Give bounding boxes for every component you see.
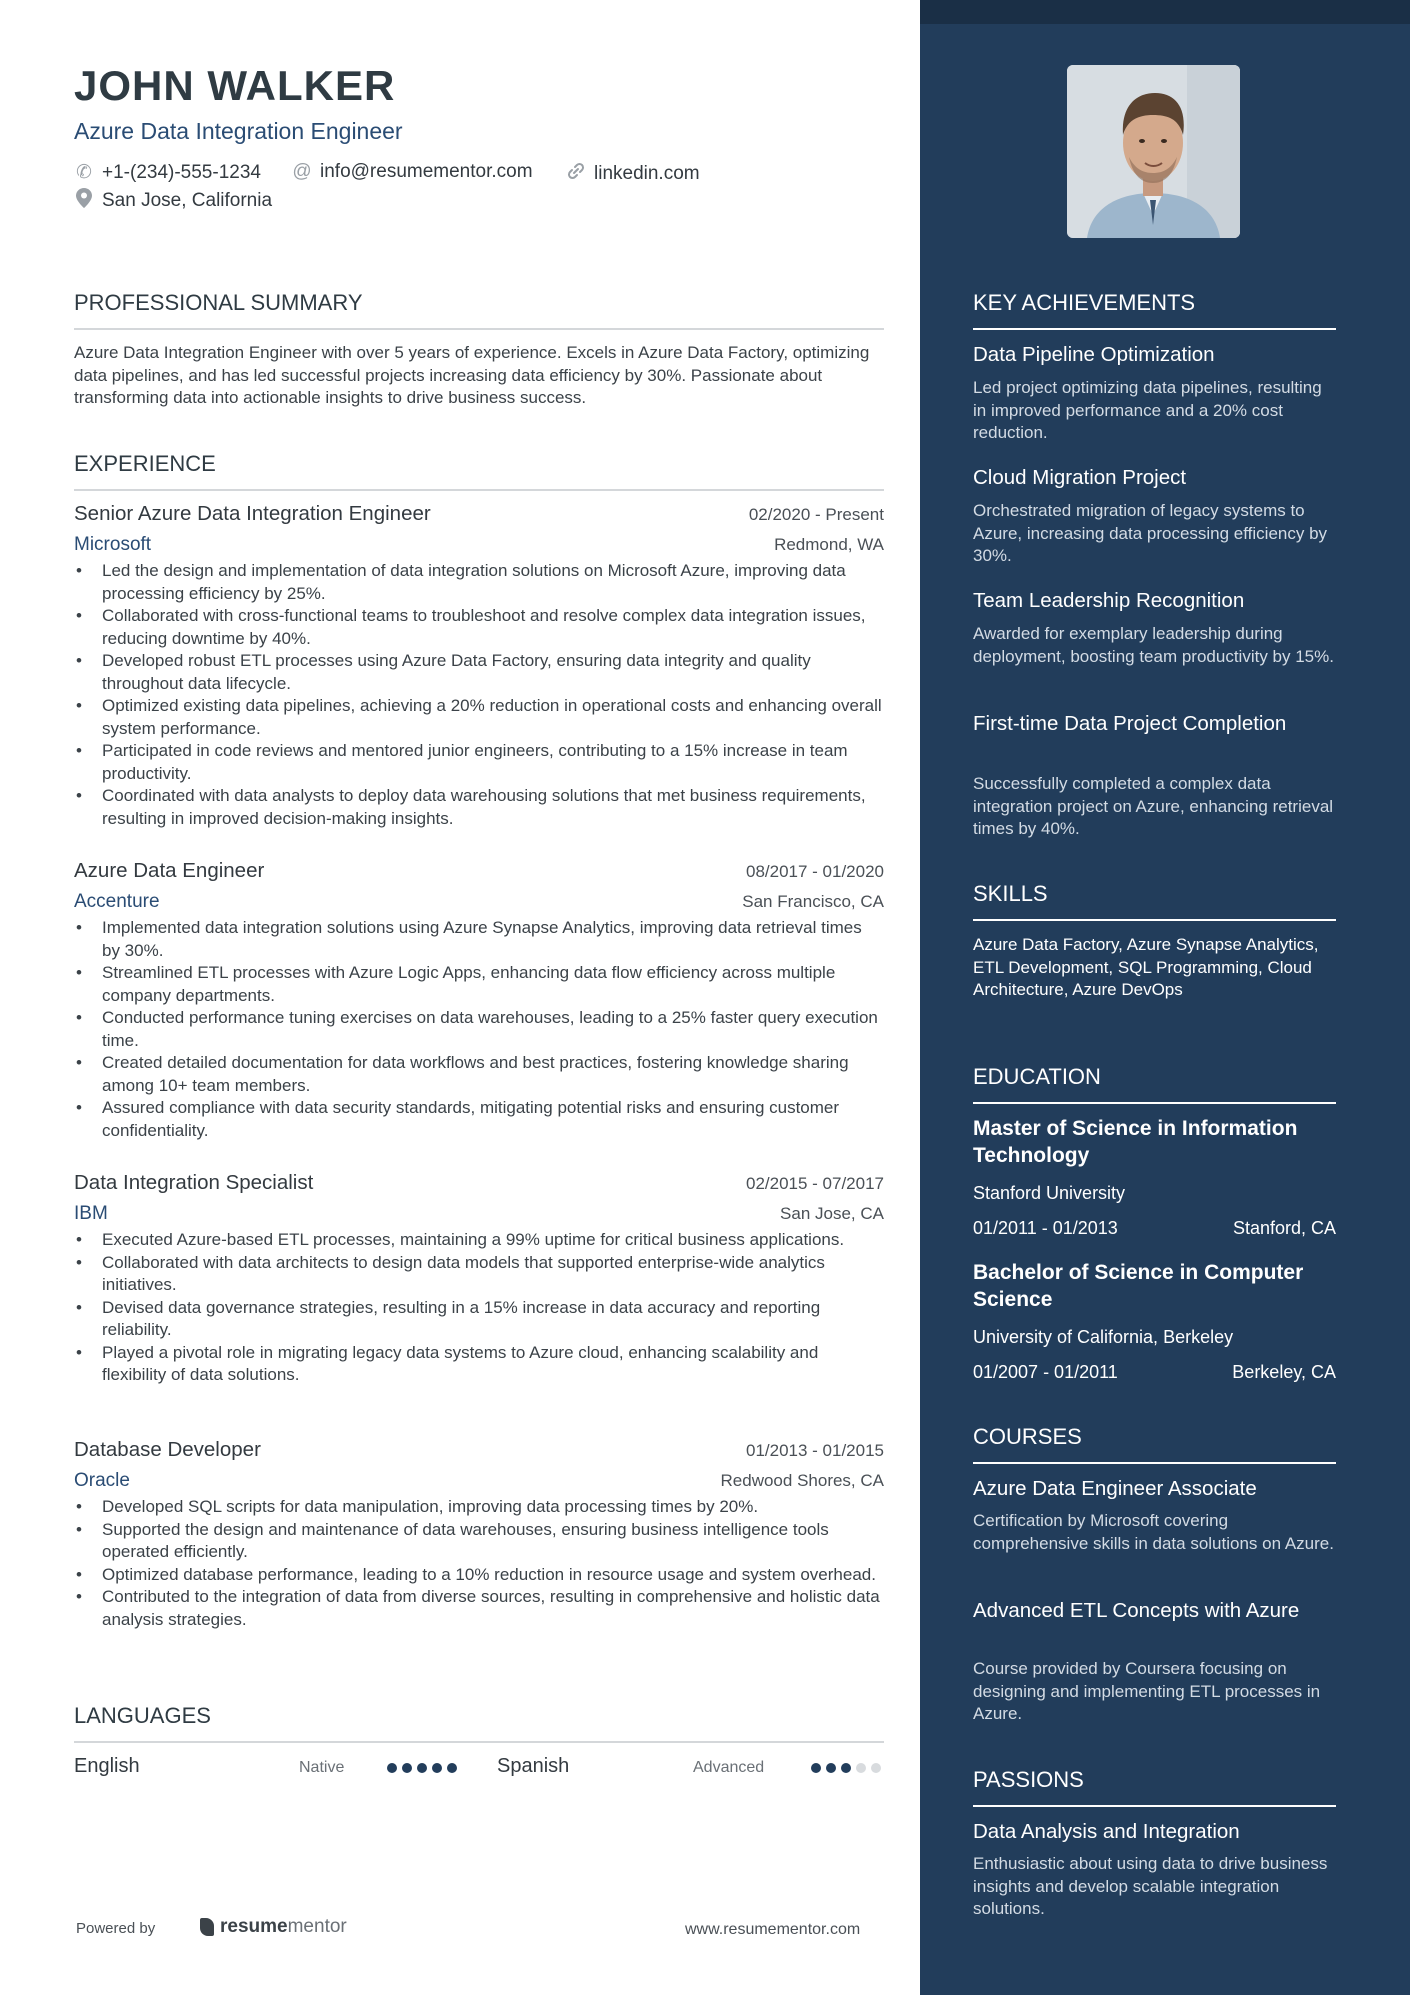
job-location: San Jose, CA xyxy=(780,1204,884,1223)
achievements-heading: KEY ACHIEVEMENTS xyxy=(973,290,1336,330)
job-entry xyxy=(74,1171,884,1387)
contact-email[interactable] xyxy=(292,161,533,183)
location-text: San Jose, California xyxy=(102,190,273,211)
phone-icon: ✆ xyxy=(76,162,92,183)
job-company: Microsoft xyxy=(74,534,152,555)
rating-dot xyxy=(447,1763,457,1773)
contact-location xyxy=(74,188,272,214)
job-company: Accenture xyxy=(74,891,160,912)
achievement-title: Data Pipeline Optimization xyxy=(973,343,1215,366)
language-rating xyxy=(811,1763,881,1773)
job-entry xyxy=(74,859,884,1142)
education-school: Stanford University xyxy=(973,1183,1126,1203)
job-bullet: • Streamlined ETL processes with Azure Logic Apps, enhancing data flow efficiency across multiple company departments. xyxy=(74,962,884,1007)
skills-heading: SKILLS xyxy=(973,881,1336,921)
job-bullet: • Participated in code reviews and mentored junior engineers, contributing to a 15% increase in team productivity. xyxy=(74,740,884,785)
job-bullet: • Developed robust ETL processes using Azure Data Factory, ensuring data integrity and quality throughout data lifecycle. xyxy=(74,650,884,695)
job-bullets xyxy=(74,917,884,1142)
rating-dot xyxy=(826,1763,836,1773)
rating-dot xyxy=(856,1763,866,1773)
job-entry xyxy=(74,502,884,830)
job-bullet: • Optimized database performance, leading to a 10% reduction in resource usage and system overhead. xyxy=(74,1564,884,1587)
profile-photo xyxy=(1067,65,1240,238)
job-bullets xyxy=(74,1229,884,1387)
email-text: info@resumementor.com xyxy=(320,161,533,182)
languages-heading: LANGUAGES xyxy=(74,1703,884,1743)
education-dates: 01/2007 - 01/2011 xyxy=(973,1362,1118,1382)
achievement-text: Awarded for exemplary leadership during deployment, boosting team productivity by 15%. xyxy=(973,624,1334,666)
rating-dot xyxy=(417,1763,427,1773)
education-degree: Master of Science in Information Technology xyxy=(973,1117,1298,1167)
language-rating xyxy=(387,1763,457,1773)
job-bullet: • Supported the design and maintenance of data warehouses, ensuring business intelligence tools operated efficiently. xyxy=(74,1519,884,1564)
rating-dot xyxy=(871,1763,881,1773)
link-icon xyxy=(566,161,586,187)
passion-title: Data Analysis and Integration xyxy=(973,1820,1240,1843)
resumementor-logo[interactable] xyxy=(200,1916,347,1938)
footer-url[interactable]: www.resumementor.com xyxy=(685,1921,861,1938)
job-bullet: • Coordinated with data analysts to deploy data warehousing solutions that met business requirements, resulting in improved decision-making insights. xyxy=(74,785,884,830)
achievement-title: Cloud Migration Project xyxy=(973,466,1187,489)
job-bullet: • Devised data governance strategies, resulting in a 15% increase in data accuracy and reporting reliability. xyxy=(74,1297,884,1342)
job-entry xyxy=(74,1438,884,1631)
job-bullet: • Implemented data integration solutions using Azure Synapse Analytics, improving data retrieval times by 30%. xyxy=(74,917,884,962)
rating-dot xyxy=(841,1763,851,1773)
job-title: Database Developer xyxy=(74,1438,261,1461)
phone-text: +1-(234)-555-1234 xyxy=(102,161,261,183)
language-level: Advanced xyxy=(693,1759,765,1776)
job-location: Redmond, WA xyxy=(774,535,884,554)
location-pin-icon xyxy=(74,188,94,214)
job-bullet: • Played a pivotal role in migrating legacy data systems to Azure cloud, enhancing scalability and flexibility of data solutions. xyxy=(74,1342,884,1387)
language-level: Native xyxy=(299,1759,345,1776)
achievement-title: First-time Data Project Completion xyxy=(973,712,1287,735)
linkedin-text: linkedin.com xyxy=(594,163,700,184)
candidate-name: JOHN WALKER xyxy=(74,62,396,109)
profile-photo-illustration xyxy=(1067,65,1240,238)
education-dates: 01/2011 - 01/2013 xyxy=(973,1218,1118,1238)
logo-text-light: mentor xyxy=(287,1916,347,1937)
sidebar-top-band xyxy=(920,0,1410,24)
job-title: Azure Data Engineer xyxy=(74,859,265,882)
contact-linkedin[interactable] xyxy=(566,161,700,187)
job-bullet: • Assured compliance with data security standards, mitigating potential risks and ensuring customer confidentiality. xyxy=(74,1097,884,1142)
language-name: English xyxy=(74,1755,140,1777)
job-bullets xyxy=(74,1496,884,1631)
skills-text: Azure Data Factory, Azure Synapse Analytics, ETL Development, SQL Programming, Cloud Architecture, Azure DevOps xyxy=(973,935,1319,999)
job-bullet: • Created detailed documentation for data workflows and best practices, fostering knowledge sharing among 10+ team members. xyxy=(74,1052,884,1097)
course-text: Course provided by Coursera focusing on designing and implementing ETL processes in Azure. xyxy=(973,1659,1321,1723)
job-company: Oracle xyxy=(74,1470,130,1491)
language-name: Spanish xyxy=(497,1755,570,1777)
job-bullet: • Executed Azure-based ETL processes, maintaining a 99% uptime for critical business applications. xyxy=(74,1229,884,1252)
contact-phone[interactable] xyxy=(74,161,261,184)
job-dates: 02/2020 - Present xyxy=(748,505,884,524)
summary-text: Azure Data Integration Engineer with over 5 years of experience. Excels in Azure Data Factory, optimizing data pipelines, and has led successful projects increasing data efficiency by 30%. Passionate about transforming data into actionable insights to drive business success. xyxy=(74,343,870,407)
achievement-title: Team Leadership Recognition xyxy=(973,589,1245,612)
summary-heading: PROFESSIONAL SUMMARY xyxy=(74,290,884,330)
rating-dot xyxy=(432,1763,442,1773)
education-degree: Bachelor of Science in Computer Science xyxy=(973,1261,1304,1311)
job-company: IBM xyxy=(74,1203,108,1224)
at-icon: @ xyxy=(292,161,312,182)
job-location: San Francisco, CA xyxy=(742,892,884,911)
rating-dot xyxy=(387,1763,397,1773)
course-title: Azure Data Engineer Associate xyxy=(973,1477,1257,1500)
rating-dot xyxy=(402,1763,412,1773)
job-bullet: • Optimized existing data pipelines, achieving a 20% reduction in operational costs and enhancing overall system performance. xyxy=(74,695,884,740)
course-title: Advanced ETL Concepts with Azure xyxy=(973,1599,1300,1622)
education-meta xyxy=(973,1218,1336,1239)
rating-dot xyxy=(811,1763,821,1773)
job-bullets xyxy=(74,560,884,830)
job-bullet: • Led the design and implementation of data integration solutions on Microsoft Azure, improving data processing efficiency by 25%. xyxy=(74,560,884,605)
job-location: Redwood Shores, CA xyxy=(720,1471,884,1490)
course-text: Certification by Microsoft covering comprehensive skills in data solutions on Azure. xyxy=(973,1511,1334,1553)
job-bullet: • Collaborated with cross-functional teams to troubleshoot and resolve complex data integration issues, reducing downtime by 40%. xyxy=(74,605,884,650)
powered-by-label: Powered by xyxy=(76,1920,156,1937)
job-bullet: • Developed SQL scripts for data manipulation, improving data processing times by 20%. xyxy=(74,1496,884,1519)
job-bullet: • Contributed to the integration of data from diverse sources, resulting in comprehensive and holistic data analysis strategies. xyxy=(74,1586,884,1631)
logo-text-bold: resume xyxy=(220,1916,288,1937)
job-dates: 01/2013 - 01/2015 xyxy=(745,1441,884,1460)
education-location: Berkeley, CA xyxy=(1232,1362,1336,1382)
education-school: University of California, Berkeley xyxy=(973,1327,1234,1347)
education-meta xyxy=(973,1362,1336,1383)
education-heading: EDUCATION xyxy=(973,1064,1336,1104)
job-dates: 02/2015 - 07/2017 xyxy=(745,1174,884,1193)
education-location: Stanford, CA xyxy=(1232,1218,1336,1238)
experience-heading: EXPERIENCE xyxy=(74,451,884,491)
passion-text: Enthusiastic about using data to drive business insights and develop scalable integration solutions. xyxy=(973,1854,1328,1918)
job-title: Data Integration Specialist xyxy=(74,1171,314,1194)
achievement-text: Successfully completed a complex data integration project on Azure, enhancing retrieval times by 40%. xyxy=(973,774,1334,838)
logo-mark-icon xyxy=(200,1918,214,1936)
job-bullet: • Conducted performance tuning exercises on data warehouses, leading to a 25% faster query execution time. xyxy=(74,1007,884,1052)
achievement-text: Led project optimizing data pipelines, resulting in improved performance and a 20% cost reduction. xyxy=(973,378,1322,442)
job-dates: 08/2017 - 01/2020 xyxy=(745,862,884,881)
job-title: Senior Azure Data Integration Engineer xyxy=(74,502,431,525)
passions-heading: PASSIONS xyxy=(973,1767,1336,1807)
achievement-text: Orchestrated migration of legacy systems to Azure, increasing data processing efficiency by 30%. xyxy=(973,501,1328,565)
candidate-title: Azure Data Integration Engineer xyxy=(74,118,403,144)
job-bullet: • Collaborated with data architects to design data models that supported enterprise-wide analytics initiatives. xyxy=(74,1252,884,1297)
courses-heading: COURSES xyxy=(973,1424,1336,1464)
